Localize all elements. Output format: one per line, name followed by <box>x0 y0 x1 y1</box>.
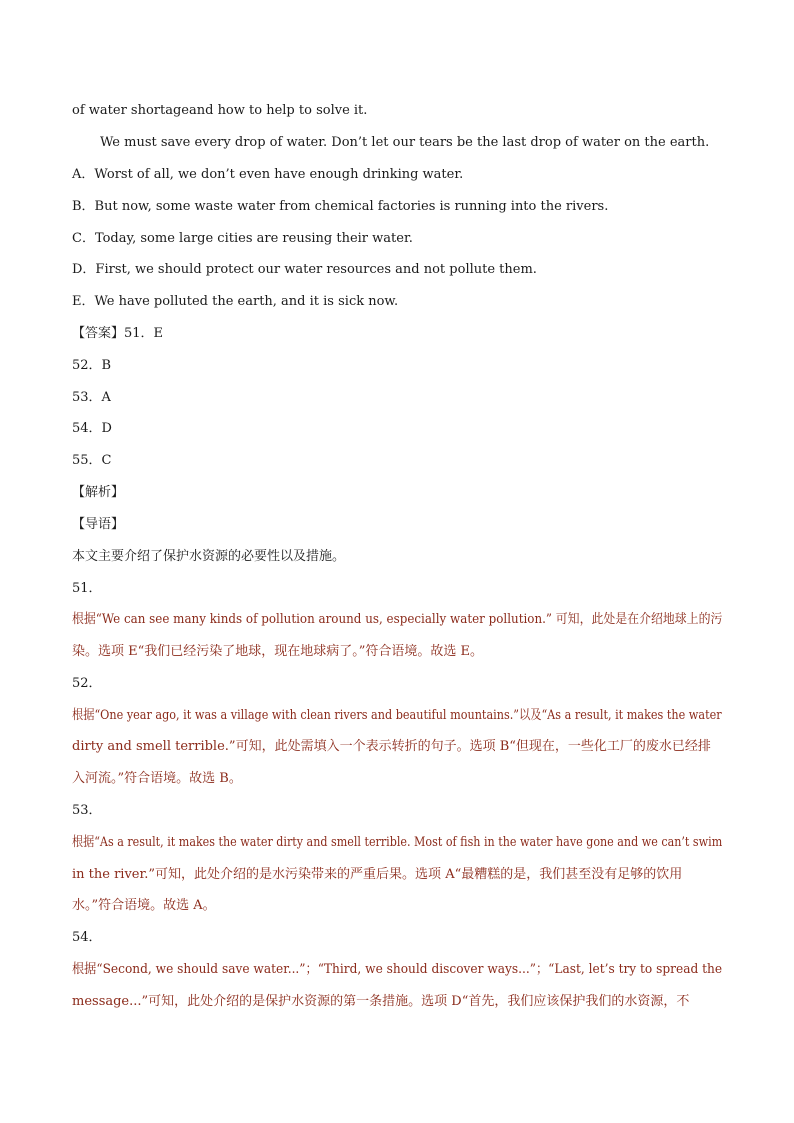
explanation-line: 染。选项 E“我们已经污染了地球，现在地球病了。”符合语境。故选 E。 <box>72 644 484 659</box>
explanation-line: 水。”符合语境。故选 A。 <box>72 898 216 913</box>
analysis-heading: 【解析】 <box>72 485 125 500</box>
explanation-line: 根据“One year ago, it was a village with clean rivers and beautiful mountains.”以及“As a result, it makes the water <box>72 708 722 723</box>
explanation-number: 54． <box>72 930 102 945</box>
option-e: E．We have polluted the earth, and it is sick now. <box>72 294 399 309</box>
answer-item: 54．D <box>72 421 112 436</box>
explanation-line: 根据“As a result, it makes the water dirty and smell terrible. Most of fish in the water have gone and we can’t swim <box>72 835 723 850</box>
explanation-number: 53． <box>72 803 102 818</box>
explanation-number: 52． <box>72 676 102 691</box>
option-b: B．But now, some waste water from chemical factories is running into the rivers. <box>72 199 609 214</box>
explanation-line: 根据“We can see many kinds of pollution around us, especially water pollution.” 可知，此处是在介绍地球上的污 <box>72 612 723 627</box>
explanation-line: message...”可知，此处介绍的是保护水资源的第一条措施。选项 D“首先，我们应该保护我们的水资源，不 <box>72 994 690 1009</box>
option-d: D．First, we should protect our water resources and not pollute them. <box>72 262 537 277</box>
passage-line: We must save every drop of water. Don’t let our tears be the last drop of water on the earth. <box>100 135 710 150</box>
explanation-number: 51． <box>72 581 102 596</box>
option-c: C．Today, some large cities are reusing their water. <box>72 231 413 246</box>
explanation-line: dirty and smell terrible.”可知，此处需填入一个表示转折的句子。选项 B“但现在，一些化工厂的废水已经排 <box>72 739 711 754</box>
answer-item: 53．A <box>72 390 111 405</box>
explanation-line: 根据“Second, we should save water...”；“Third, we should discover ways...”；“Last, let’s try to spread the <box>72 962 723 977</box>
option-a: A．Worst of all, we don’t even have enough drinking water. <box>72 167 464 182</box>
answer-item: 52．B <box>72 358 112 373</box>
answer-heading: 【答案】51．E <box>72 326 164 341</box>
explanation-line: in the river.”可知，此处介绍的是水污染带来的严重后果。选项 A“最糟糕的是，我们甚至没有足够的饮用 <box>72 867 683 882</box>
guide-heading: 【导语】 <box>72 517 125 532</box>
summary-text: 本文主要介绍了保护水资源的必要性以及措施。 <box>72 549 346 564</box>
answer-item: 55．C <box>72 453 112 468</box>
explanation-line: 入河流。”符合语境。故选 B。 <box>72 771 242 786</box>
passage-line: of water shortageand how to help to solve it. <box>72 103 368 118</box>
